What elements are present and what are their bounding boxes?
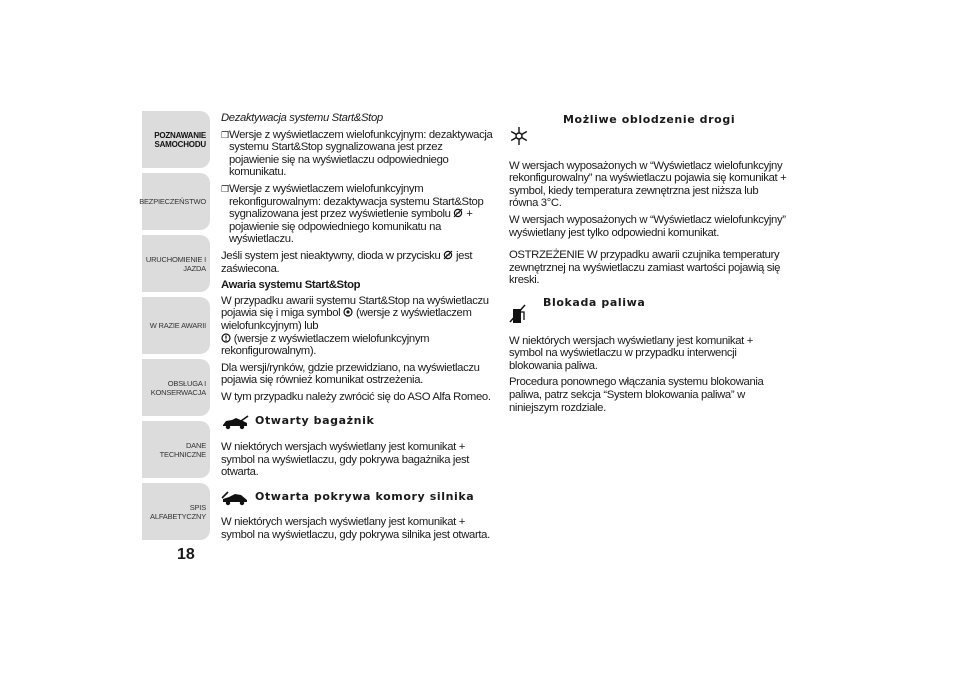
tab-poznawanie-samochodu[interactable] — [142, 111, 210, 168]
tab-label: W RAZIE AWARII — [149, 321, 206, 330]
bullet-text: Wersje z wyświetlaczem wielofunkcyjnym rekonfigurowalnym: dezaktywacja systemu Start&Stop sygnalizowana jest przez wyświetlenie symbolu — [229, 182, 484, 221]
section-heading: Otwarty bagażnik — [255, 414, 375, 428]
bullet-text: + pojawienie się odpowiedniego komunikatu na wyświetlaczu. — [229, 208, 473, 246]
section-heading: Blokada paliwa — [543, 295, 646, 309]
fuel-cutoff-icon — [509, 303, 529, 325]
trunk-text: W niektórych wersjach wyświetlany jest komunikat + symbol na wyświetlaczu, gdy pokrywa bagażnika jest otwarta. — [221, 441, 470, 479]
start-stop-failure-icon — [343, 307, 353, 317]
tab-label: OBSŁUGA I KONSERWACJA — [150, 378, 206, 397]
hood-text: W niektórych wersjach wyświetlany jest komunikat + symbol na wyświetlaczu, gdy pokrywa silnika jest otwarta. — [221, 516, 490, 542]
failure-text: (wersje z wyświetlaczem wielofunkcyjnym rekonfigurowalnym). — [221, 332, 430, 358]
start-stop-failure-icon — [221, 333, 231, 343]
section-heading: Możliwe oblodzenie drogi — [563, 113, 736, 126]
fuel-text: W niektórych wersjach wyświetlany jest komunikat + symbol na wyświetlaczu w przypadku interwencji blokowania paliwa. — [509, 334, 753, 372]
tab-bezpieczenstwo[interactable] — [139, 173, 210, 230]
start-stop-off-icon — [453, 208, 463, 218]
tab-label: SPIS ALFABETYCZNY — [150, 502, 206, 521]
tab-dane-techniczne[interactable] — [142, 421, 210, 478]
trunk-open-icon — [221, 415, 249, 431]
snowflake-icon — [509, 126, 529, 146]
bullet-text: Wersje z wyświetlaczem wielofunkcyjnym: dezaktywacja systemu Start&Stop sygnalizowana jest przez pojawienie się na wyświetlaczu odpowiedniego komunikatu. — [229, 128, 493, 179]
tab-label: BEZPIECZEŃSTWO — [139, 197, 206, 206]
failure-text: W przypadku awarii systemu Start&Stop na wyświetlaczu pojawia się i miga symbol — [221, 294, 489, 320]
ice-warning-text: OSTRZEŻENIE W przypadku awarii czujnika temperatury zewnętrznej na wyświetlaczu zamiast wartości pojawią się kreski. — [509, 249, 781, 287]
tab-uruchomienie-i-jazda[interactable] — [142, 235, 210, 292]
inactive-text: jest zaświecona. — [221, 249, 473, 275]
tab-w-razie-awarii[interactable] — [142, 297, 210, 354]
tab-label: URUCHOMIENIE I JAZDA — [145, 254, 206, 273]
page-number: 18 — [177, 546, 195, 563]
ice-text: W wersjach wyposażonych w “Wyświetlacz wielofunkcyjny” wyświetlany jest tylko odpowiedni komunikat. — [509, 213, 786, 239]
tab-spis-alfabetyczny[interactable] — [142, 483, 210, 540]
section-heading: Awaria systemu Start&Stop — [221, 279, 361, 292]
section-heading: Otwarta pokrywa komory silnika — [255, 489, 475, 503]
left-column — [221, 112, 493, 546]
fuel-text: Procedura ponownego włączania systemu blokowania paliwa, patrz sekcja “System blokowania paliwa” w niniejszym rozdziale. — [509, 376, 764, 414]
inactive-text: Jeśli system jest nieaktywny, dioda w przycisku — [221, 249, 441, 262]
tab-obsluga-i-konserwacja[interactable] — [142, 359, 210, 416]
tab-label: POZNAWANIE SAMOCHODU — [154, 130, 206, 149]
checkbox-bullet-icon: ❒ — [221, 183, 229, 194]
tab-label: DANE TECHNICZNE — [159, 440, 206, 459]
start-stop-off-icon — [443, 250, 453, 260]
ice-text: W wersjach wyposażonych w “Wyświetlacz wielofunkcyjny rekonfigurowalny” na wyświetlaczu pojawia się komunikat + symbol, kiedy temperatura zewnętrzna jest niższa lub równa 3°C. — [509, 159, 787, 210]
list-item — [221, 129, 493, 179]
failure-text: W tym przypadku należy zwrócić się do ASO Alfa Romeo. — [221, 390, 491, 403]
failure-text: (wersje z wyświetlaczem wielofunkcyjnym) lub — [221, 307, 472, 332]
start-stop-deactivation-title: Dezaktywacja systemu Start&Stop — [221, 112, 383, 124]
failure-text: Dla wersji/rynków, gdzie przewidziano, na wyświetlaczu pojawia się również komunikat ostrzeżenia. — [221, 361, 480, 387]
checkbox-bullet-icon: ❒ — [221, 129, 229, 140]
list-item — [221, 183, 493, 246]
hood-open-icon — [221, 491, 249, 507]
right-column — [509, 112, 787, 418]
